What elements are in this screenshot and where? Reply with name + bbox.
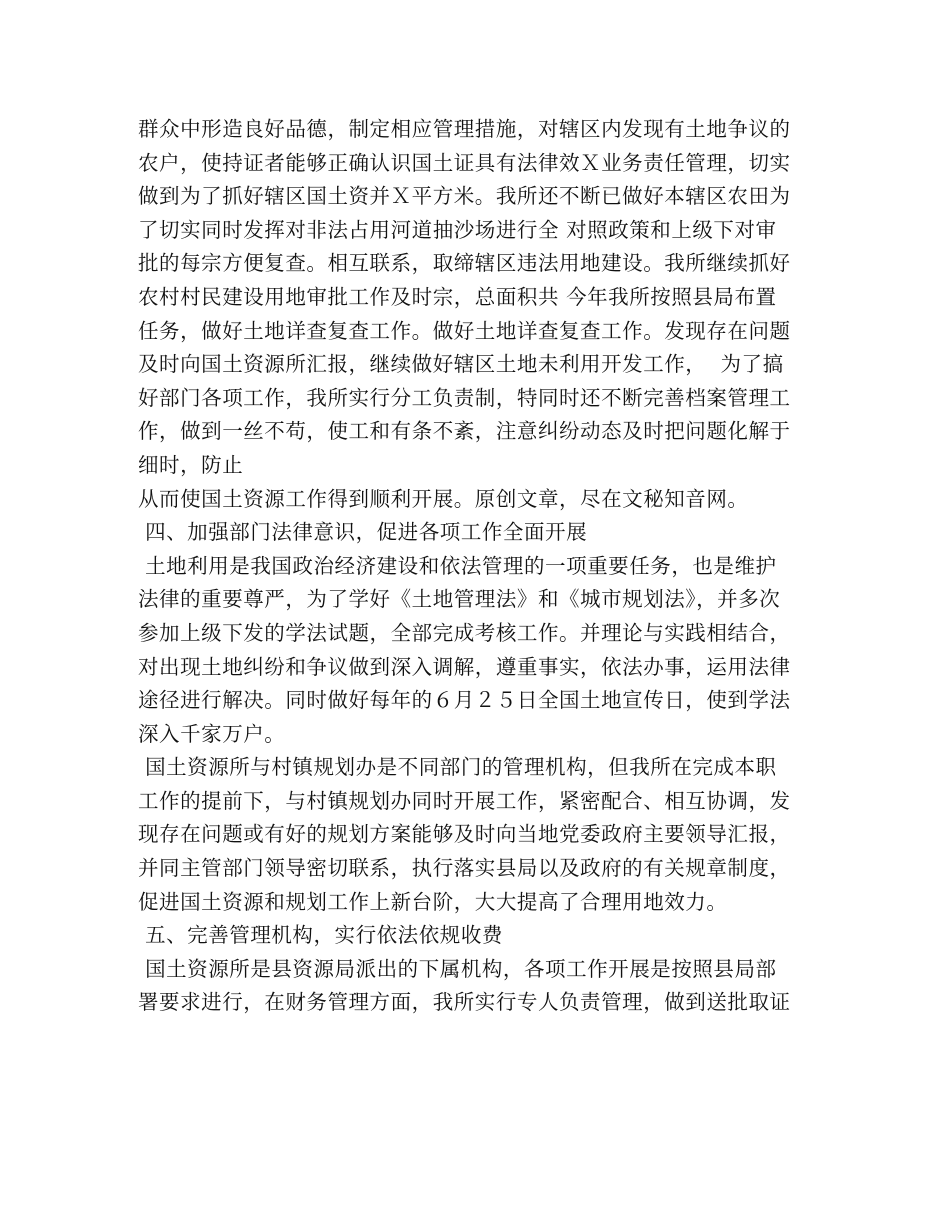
- text-line: 土地利用是我国政治经济建设和依法管理的一项重要任务，也是维护: [138, 553, 777, 578]
- text-line: 群众中形造良好品德，制定相应管理措施，对辖区内发现有土地争议的: [138, 117, 791, 141]
- text-line: 作，做到一丝不苟，使工和有条不紊，注意纠纷动态及时把问题化解于: [138, 419, 791, 444]
- text-line: 并同主管部门领导密切联系，执行落实县局以及政府的有关规章制度，: [138, 856, 791, 881]
- text-line: 国土资源所与村镇规划办是不同部门的管理机构，但我所在完成本职: [138, 755, 777, 780]
- section-heading-5: 五、完善管理机构，实行依法依规收费: [138, 923, 503, 948]
- text-line: 从而使国土资源工作得到顺利开展。原创文章，尽在文秘知音网。: [138, 486, 749, 511]
- section-heading-4: 四、加强部门法律意识，促进各项工作全面开展: [138, 520, 588, 545]
- text-line: 工作的提前下，与村镇规划办同时开展工作，紧密配合、相互协调，发: [138, 788, 791, 813]
- text-line: 做到为了抓好辖区国土资并Ｘ平方米。我所还不断已做好本辖区农田为: [138, 184, 791, 209]
- text-line: 农村村民建设用地审批工作及时宗，总面积共 今年我所按照县局布置: [138, 284, 777, 309]
- text-line: 国土资源所是县资源局派出的下属机构，各项工作开展是按照县局部: [138, 956, 777, 981]
- text-line: 促进国土资源和规划工作上新台阶，大大提高了合理用地效力。: [138, 889, 728, 914]
- text-line: 农户，使持证者能够正确认识国土证具有法律效Ｘ业务责任管理，切实: [138, 150, 791, 175]
- text-line: 深入千家万户。: [138, 721, 286, 746]
- text-line: 任务，做好土地详查复查工作。做好土地详查复查工作。发现存在问题: [138, 318, 791, 343]
- text-line: 法律的重要尊严，为了学好《土地管理法》和《城市规划法》，并多次: [138, 587, 781, 612]
- text-line: 参加上级下发的学法试题，全部完成考核工作。并理论与实践相结合，: [138, 620, 791, 645]
- text-line: 好部门各项工作，我所实行分工负责制，特同时还不断完善档案管理工: [138, 385, 791, 410]
- text-line: 现存在问题或有好的规划方案能够及时向当地党委政府主要领导汇报，: [138, 822, 791, 847]
- text-line: 对出现土地纠纷和争议做到深入调解，遵重事实，依法办事，运用法律: [138, 654, 791, 679]
- text-line: 批的每宗方便复查。相互联系，取缔辖区违法用地建设。我所继续抓好: [138, 251, 791, 276]
- text-line: 及时向国土资源所汇报，继续做好辖区土地未利用开发工作， 为了搞: [138, 352, 784, 377]
- text-line: 途径进行解决。同时做好每年的６月２５日全国土地宣传日，使到学法: [138, 688, 791, 713]
- document-body: [138, 113, 818, 1020]
- text-line: 细时，防止: [138, 452, 244, 477]
- text-line: 了切实同时发挥对非法占用河道抽沙场进行全 对照政策和上级下对审: [138, 217, 777, 242]
- text-line: 署要求进行，在财务管理方面，我所实行专人负责管理，做到送批取证: [138, 990, 791, 1015]
